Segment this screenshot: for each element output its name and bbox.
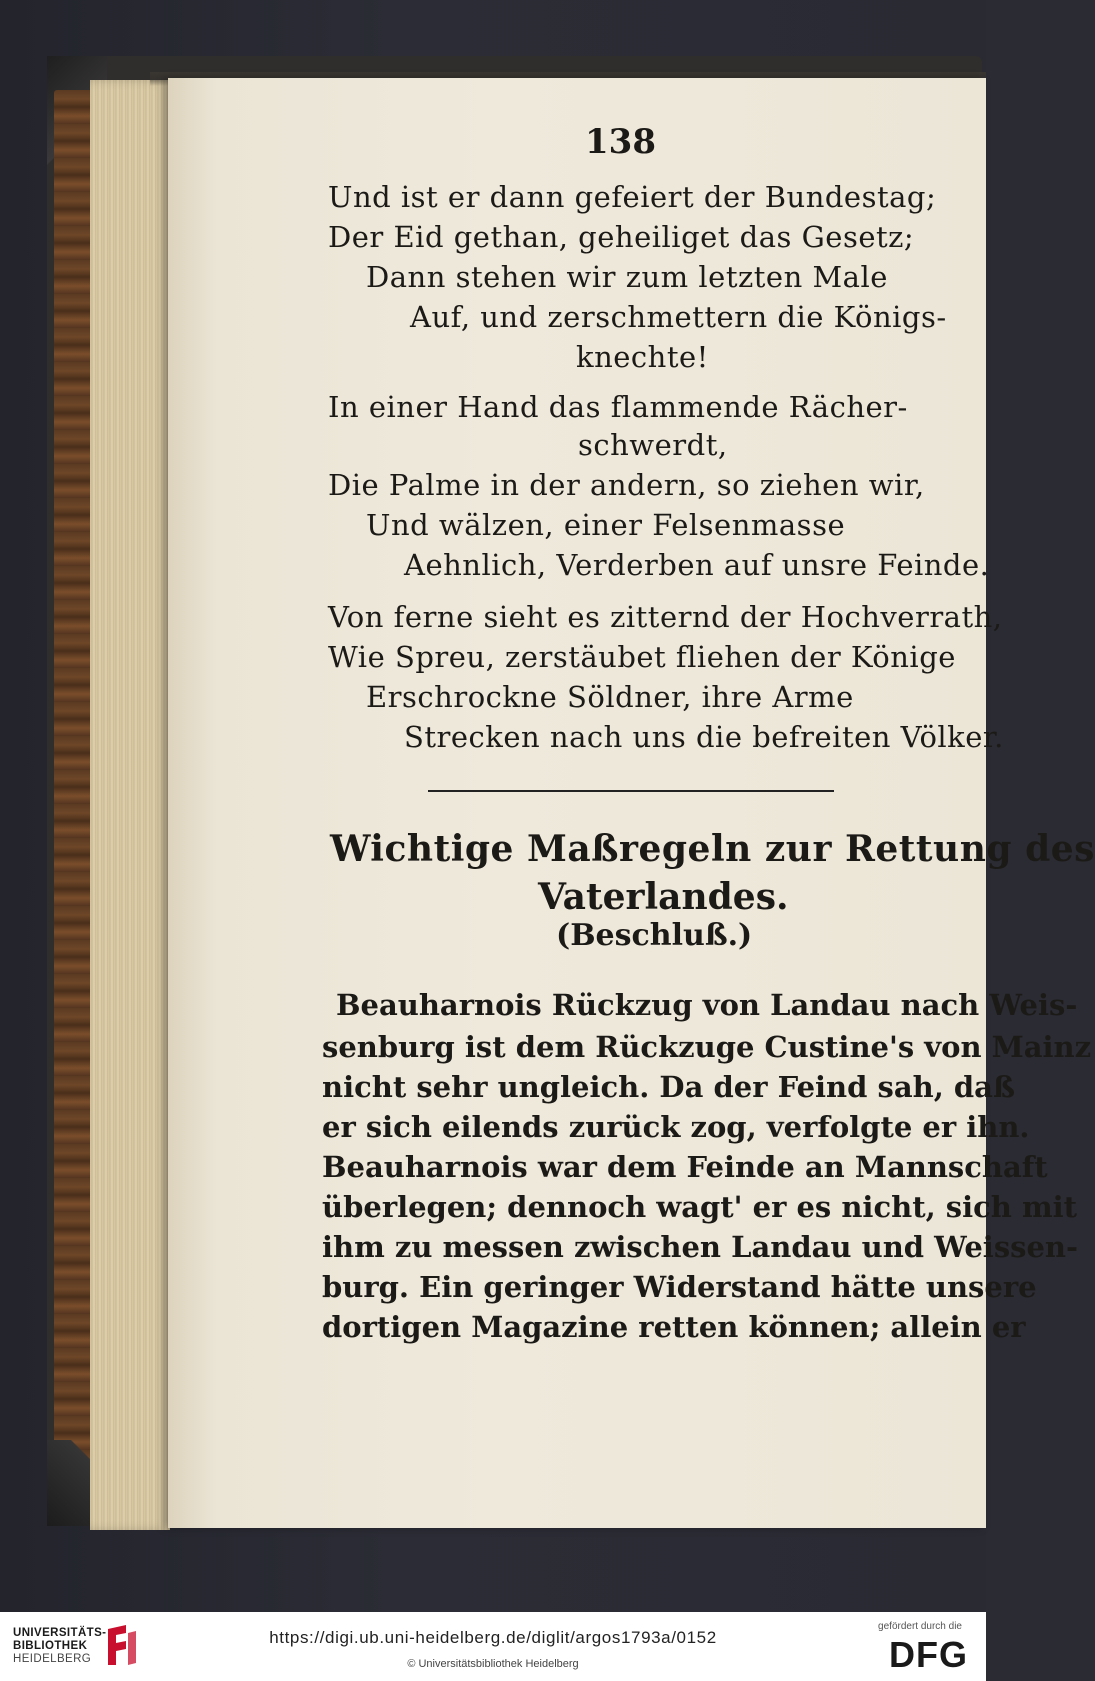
poem-line: Dann stehen wir zum letzten Male <box>366 260 888 294</box>
page-number: 138 <box>585 122 656 162</box>
library-name-line2: BIBLIOTHEK <box>13 1640 88 1652</box>
poem-line: Die Palme in der andern, so ziehen wir, <box>328 468 925 502</box>
body-line: nicht sehr ungleich. Da der Feind sah, daß <box>322 1070 1015 1104</box>
poem-line: Wie Spreu, zerstäubet fliehen der Könige <box>328 640 956 674</box>
poem-line: Strecken nach uns die befreiten Völker. <box>404 720 1004 754</box>
poem-line: knechte! <box>576 340 709 374</box>
viewer-footer <box>0 1612 986 1681</box>
article-heading-line2: Vaterlandes. <box>538 876 789 918</box>
library-name-line1: UNIVERSITÄTS- <box>13 1627 107 1639</box>
body-line: ihm zu messen zwischen Landau und Weissen- <box>322 1230 1079 1264</box>
poem-line: Von ferne sieht es zitternd der Hochverrath, <box>328 600 1003 634</box>
page-url-link[interactable]: https://digi.ub.uni-heidelberg.de/diglit/argos1793a/0152 <box>269 1628 717 1647</box>
article-heading: Wichtige Maßregeln zur Rettung des <box>330 828 1095 870</box>
body-line: überlegen; dennoch wagt' er es nicht, sich mit <box>322 1190 1078 1224</box>
article-part-label: (Beschluß.) <box>556 918 753 953</box>
body-line: dortigen Magazine retten können; allein er <box>322 1310 1026 1344</box>
poem-line: Und ist er dann gefeiert der Bundestag; <box>328 180 937 214</box>
library-name-line3: HEIDELBERG <box>13 1653 92 1665</box>
poem-line: Und wälzen, einer Felsenmasse <box>366 508 846 542</box>
dfg-logo[interactable]: DFG <box>889 1634 968 1675</box>
copyright-notice: © Universitätsbibliothek Heidelberg <box>407 1658 579 1670</box>
poem-line: Aehnlich, Verderben auf unsre Feinde. <box>404 548 990 582</box>
poem-line: Erschrockne Söldner, ihre Arme <box>366 680 854 714</box>
poem-line: schwerdt, <box>578 428 728 462</box>
page-edges <box>90 80 170 1530</box>
body-line: Beauharnois Rückzug von Landau nach Weis- <box>336 988 1078 1022</box>
poem-line: In einer Hand das flammende Rächer- <box>328 390 908 424</box>
poem-line: Der Eid gethan, geheiliget das Gesetz; <box>328 220 915 254</box>
section-divider <box>428 790 834 792</box>
body-line: burg. Ein geringer Widerstand hätte unsere <box>322 1270 1037 1304</box>
poem-line: Auf, und zerschmettern die Königs- <box>410 300 947 334</box>
body-line: er sich eilends zurück zog, verfolgte er ihn. <box>322 1110 1030 1144</box>
body-line: Beauharnois war dem Feinde an Mannschaft <box>322 1150 1048 1184</box>
body-line: senburg ist dem Rückzuge Custine's von Mainz <box>322 1030 1092 1064</box>
funded-by-label: gefördert durch die <box>878 1621 962 1632</box>
cover-leather-spine <box>54 90 94 1500</box>
